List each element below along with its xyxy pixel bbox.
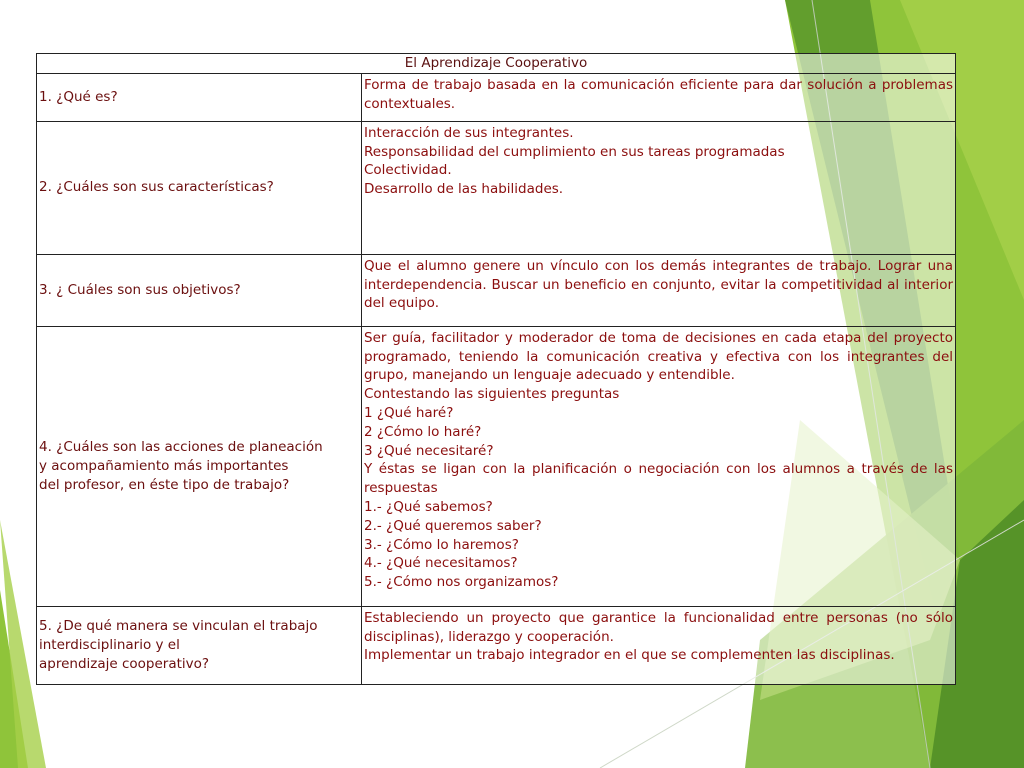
cooperative-learning-table [36, 53, 956, 685]
question-cell [37, 73, 362, 121]
table-row [37, 73, 956, 121]
answer-text: Colectividad. [364, 162, 452, 179]
answer-text: 1 ¿Qué haré? [364, 404, 454, 421]
answer-text: Ser guía, facilitador y moderador de toma de decisiones en cada etapa del proyecto programado, teniendo la comunicación creativa y efectiva con los integrantes del grupo, manejando un lenguaje adecuado y entendible. [364, 329, 953, 384]
answer-cell [362, 121, 956, 254]
answer-text: Estableciendo un proyecto que garantice la funcionalidad entre personas (no sólo disciplinas), liderazgo y cooperación. [364, 609, 953, 645]
question-text: interdisciplinario y el [39, 636, 180, 653]
question-cell [37, 326, 362, 606]
table-title: El Aprendizaje Cooperativo [37, 54, 956, 74]
answer-text: 5.- ¿Cómo nos organizamos? [364, 574, 559, 591]
answer-text: Responsabilidad del cumplimiento en sus tareas programadas [364, 143, 785, 160]
answer-text: Desarrollo de las habilidades. [364, 181, 564, 198]
answer-cell [362, 254, 956, 326]
answer-cell [362, 73, 956, 121]
table-title-row [37, 54, 956, 74]
answer-text: Contestando las siguientes preguntas [364, 386, 620, 403]
table-row [37, 326, 956, 606]
answer-text: Que el alumno genere un vínculo con los demás integrantes de trabajo. Lograr una interdependencia. Buscar un beneficio en conjunto, evitar la competitividad al interior del equipo. [364, 257, 953, 312]
question-cell [37, 254, 362, 326]
question-text: 4. ¿Cuáles son las acciones de planeación [39, 439, 323, 456]
question-text: del profesor, en éste tipo de trabajo? [39, 476, 290, 493]
answer-cell [362, 326, 956, 606]
question-text: aprendizaje cooperativo? [39, 655, 210, 672]
answer-text: 3.- ¿Cómo lo haremos? [364, 536, 519, 553]
question-cell [37, 121, 362, 254]
answer-text: 4.- ¿Qué necesitamos? [364, 555, 518, 572]
answer-text: Implementar un trabajo integrador en el que se complementen las disciplinas. [364, 647, 895, 664]
table-row [37, 121, 956, 254]
question-cell [37, 606, 362, 684]
table-row [37, 606, 956, 684]
answer-text: 2 ¿Cómo lo haré? [364, 423, 482, 440]
question-text: y acompañamiento más importantes [39, 457, 289, 474]
question-text: 2. ¿Cuáles son sus características? [39, 179, 274, 196]
answer-text: 3 ¿Qué necesitaré? [364, 442, 494, 459]
answer-text: 2.- ¿Qué queremos saber? [364, 517, 542, 534]
table-row [37, 254, 956, 326]
answer-cell [362, 606, 956, 684]
question-text: 3. ¿ Cuáles son sus objetivos? [39, 281, 241, 298]
answer-text: Interacción de sus integrantes. [364, 124, 574, 141]
answer-text: Forma de trabajo basada en la comunicación eficiente para dar solución a problemas contextuales. [364, 76, 953, 112]
answer-text: Y éstas se ligan con la planificación o negociación con los alumnos a través de las respuestas [364, 461, 953, 497]
question-text: 5. ¿De qué manera se vinculan el trabajo [39, 618, 318, 635]
question-text: 1. ¿Qué es? [39, 88, 118, 105]
answer-text: 1.- ¿Qué sabemos? [364, 498, 493, 515]
